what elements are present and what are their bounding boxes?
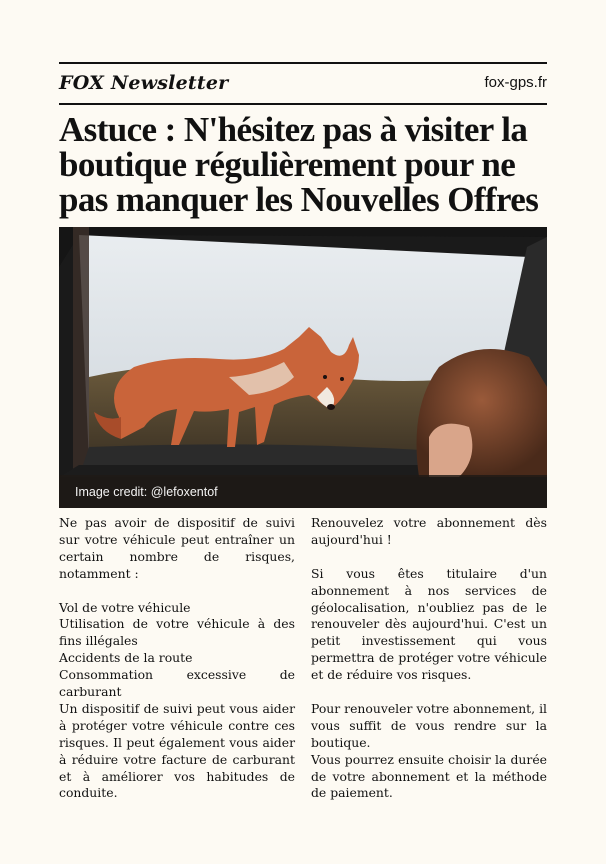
options-paragraph: Vous pourrez ensuite choisir la durée de votre abonnement et la méthode de paiement. xyxy=(311,751,547,801)
masthead-bottom-rule xyxy=(59,103,547,105)
fox-on-car-photo xyxy=(59,227,547,508)
hero-image xyxy=(59,227,547,508)
risk-item: Utilisation de votre véhicule à des fins illégales xyxy=(59,616,295,649)
risk-item: Accidents de la route xyxy=(59,650,193,666)
cta-heading: Renouvelez votre abonnement dès aujourd'hui ! xyxy=(311,515,547,547)
howto-paragraph: Pour renouveler votre abonnement, il vous suffit de vous rendre sur la boutique. xyxy=(311,700,547,750)
right-column xyxy=(311,515,547,802)
website-link[interactable]: fox-gps.fr xyxy=(484,74,547,91)
risk-item: Consommation excessive de carburant xyxy=(59,667,295,700)
image-credit-bar xyxy=(59,475,547,508)
image-credit: Image credit: @lefoxentof xyxy=(75,484,218,499)
conclusion-paragraph: Un dispositif de suivi peut vous aider à protéger votre véhicule contre ces risques. Il peut également vous aider à réduire votre facture de carburant et à améliorer vos habitudes de conduite. xyxy=(59,700,295,801)
intro-paragraph: Ne pas avoir de dispositif de suivi sur votre véhicule peut entraîner un certain nombre de risques, notamment : xyxy=(59,515,295,581)
newsletter-brand: FOX Newsletter xyxy=(59,71,229,94)
article-headline: Astuce : N'hésitez pas à visiter la boutique régulièrement pour ne pas manquer les Nouvelles Offres xyxy=(59,110,539,219)
left-column xyxy=(59,515,295,802)
masthead xyxy=(59,62,547,103)
renewal-paragraph: Si vous êtes titulaire d'un abonnement à nos services de géolocalisation, n'oubliez pas de le renouveler dès aujourd'hui. C'est un petit investissement qui vous permettra de protéger votre véhicule et de réduire vos risques. xyxy=(311,565,547,683)
risk-item: Vol de votre véhicule xyxy=(59,599,191,615)
